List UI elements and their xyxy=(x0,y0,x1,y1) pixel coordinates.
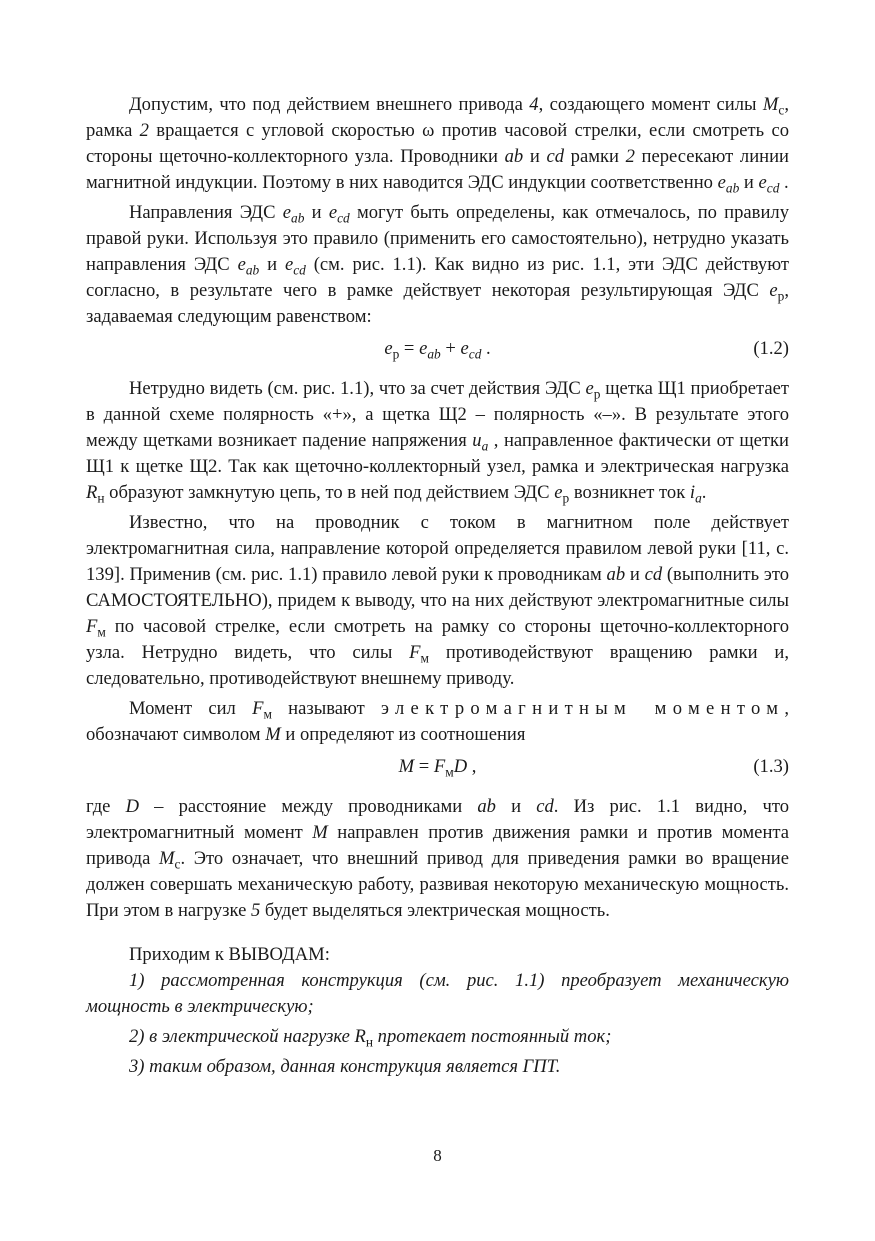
paragraph-1: Допустим, что под действием внешнего привода 4, создающего момент силы $M_с$, рамка 2 вращается с угловой скоростью ω против часовой стрелки, если смотреть со стороны щеточно-коллекторного узла. Проводники ab и cd рамки 2 пересекают линии магнитной индукции. Поэтому в них наводится ЭДС индукции соответственно $e_{ab}$ и $e_{cd}$ . xyxy=(86,94,789,196)
paragraph-6: где D – расстояние между проводниками ab и cd. Из рис. 1.1 видно, что электромагнитный момент M направлен против движения рамки и против момента привода $M_с$. Это означает, что внешний привод для приведения рамки во вращение должен совершать механическую работу, развивая некоторую механическую мощность. При этом в нагрузке 5 будет выделяться электрическая мощность. xyxy=(86,796,790,921)
conclusion-item-1: 1) рассмотренная конструкция (см. рис. 1.1) преобразует механическую мощность в электрическую; xyxy=(86,970,789,1017)
conclusions-title: Приходим к ВЫВОДАМ: xyxy=(129,944,330,965)
page-number: 8 xyxy=(433,1146,442,1165)
equation-number: (1.2) xyxy=(753,338,789,359)
paragraph-4: Известно, что на проводник с током в магнитном поле действует электромагнитная сила, направление которой определяется правилом левой руки [11, с. 139]. Применив (см. рис. 1.1) правило левой руки к проводникам ab и cd (выполнить это САМОСТОЯТЕЛЬНО), придем к выводу, что на них действуют электромагнитные силы $F_м$ по часовой стрелке, если смотреть на рамку со стороны щеточно-коллекторного узла. Нетрудно видеть, что силы $F_м$ противодействуют вращению рамки и, следовательно, противодействуют внешнему приводу. xyxy=(86,512,789,689)
spaced-term: электромагнитным моментом xyxy=(381,698,785,719)
paragraph-2: Направления ЭДС $e_{ab}$ и $e_{cd}$ могут быть определены, как отмечалось, по правилу правой руки. Используя это правило (применить его самостоятельно), нетрудно указать направления ЭДС $e_{ab}$ и $e_{cd}$ (см. рис. 1.1). Как видно из рис. 1.1, эти ЭДС действуют согласно, в результате чего в рамке действует некоторая результирующая ЭДС $e_р$, задаваемая следующим равенством: xyxy=(86,202,789,327)
conclusion-item-3: 3) таким образом, данная конструкция является ГПТ. xyxy=(129,1056,561,1077)
paragraph-5: Момент сил $F_м$ называют электромагнитным моментом, обозначают символом M и определяют из соотношения xyxy=(86,698,789,745)
equation-1-2-expression: $e_р = e_{ab} + e_{cd}$ . xyxy=(384,338,491,362)
equation-number: (1.3) xyxy=(753,756,789,777)
conclusion-item-2: 2) в электрической нагрузке $R_н$ протекает постоянный ток; xyxy=(129,1026,612,1050)
page-body xyxy=(86,92,789,1084)
paragraph-3: Нетрудно видеть (см. рис. 1.1), что за счет действия ЭДС $e_р$ щетка Щ1 приобретает в данной схеме полярность «+», а щетка Щ2 – полярность «–». В результате этого между щетками возникает падение напряжения $u_a$ , направленное фактически от щетки Щ1 к щетке Щ2. Так как щеточно-коллекторный узел, рамка и электрическая нагрузка $R_н$ образуют замкнутую цепь, то в ней под действием ЭДС $e_р$ возникнет ток $i_a$. xyxy=(86,378,789,506)
equation-1-3 xyxy=(86,754,789,784)
equation-1-3-expression: $M = F_мD$ , xyxy=(398,756,477,780)
equation-1-2 xyxy=(86,336,789,366)
